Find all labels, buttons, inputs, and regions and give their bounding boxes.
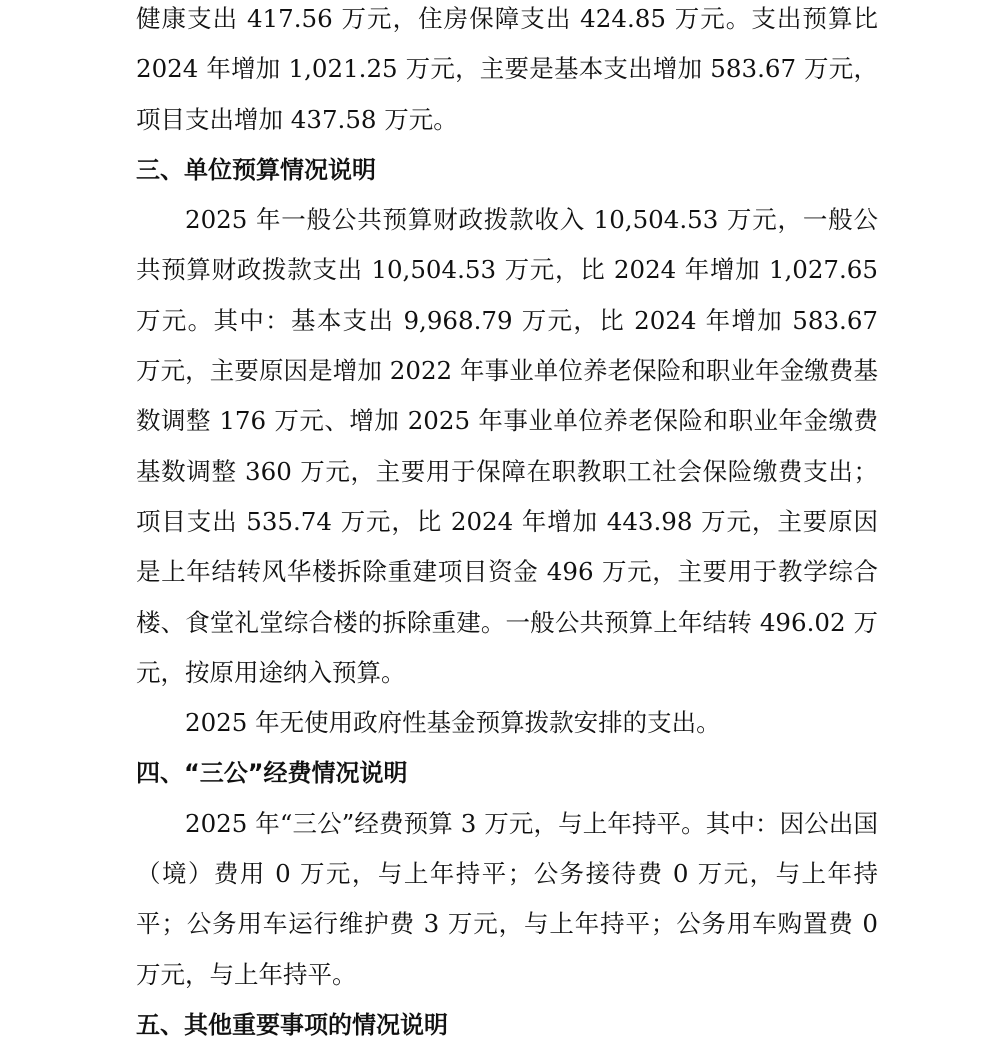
paragraph-expenditure-summary: 健康支出 417.56 万元，住房保障支出 424.85 万元。支出预算比 2024 年增加 1,021.25 万元，主要是基本支出增加 583.67 万元，项目支出增加 437.58 万元。 (136, 4, 878, 134)
paragraph-three-public: 2025 年“三公”经费预算 3 万元，与上年持平。其中：因公出国（境）费用 0 万元，与上年持平；公务接待费 0 万元，与上年持平；公务用车运行维护费 3 万元，与上年持平；公务用车购置费 0 万元，与上年持平。 (136, 808, 878, 989)
section-heading-three-public: 四、“三公”经费情况说明 (136, 759, 408, 788)
section-heading-unit-budget: 三、单位预算情况说明 (136, 155, 376, 184)
paragraph-government-fund: 2025 年无使用政府性基金预算拨款安排的支出。 (185, 708, 721, 738)
paragraph-unit-budget: 2025 年一般公共预算财政拨款收入 10,504.53 万元，一般公共预算财政拨款支出 10,504.53 万元，比 2024 年增加 1,027.65 万元。其中：基本支出 9,968.79 万元，比 2024 年增加 583.67 万元，主要原因是增加 2022 年事业单位养老保险和职业年金缴费基数调整 176 万元、增加 2025 年事业单位养老保险和职业年金缴费基数调整 360 万元，主要用于保障在职教职工社会保险缴费支出；项目支出 535.74 万元，比 2024 年增加 443.98 万元，主要原因是上年结转风华楼拆除重建项目资金 496 万元，主要用于教学综合楼、食堂礼堂综合楼的拆除重建。一般公共预算上年结转 496.02 万元，按原用途纳入预算。 (136, 205, 878, 687)
document-page (136, 0, 878, 1050)
section-heading-other-matters: 五、其他重要事项的情况说明 (136, 1010, 448, 1039)
